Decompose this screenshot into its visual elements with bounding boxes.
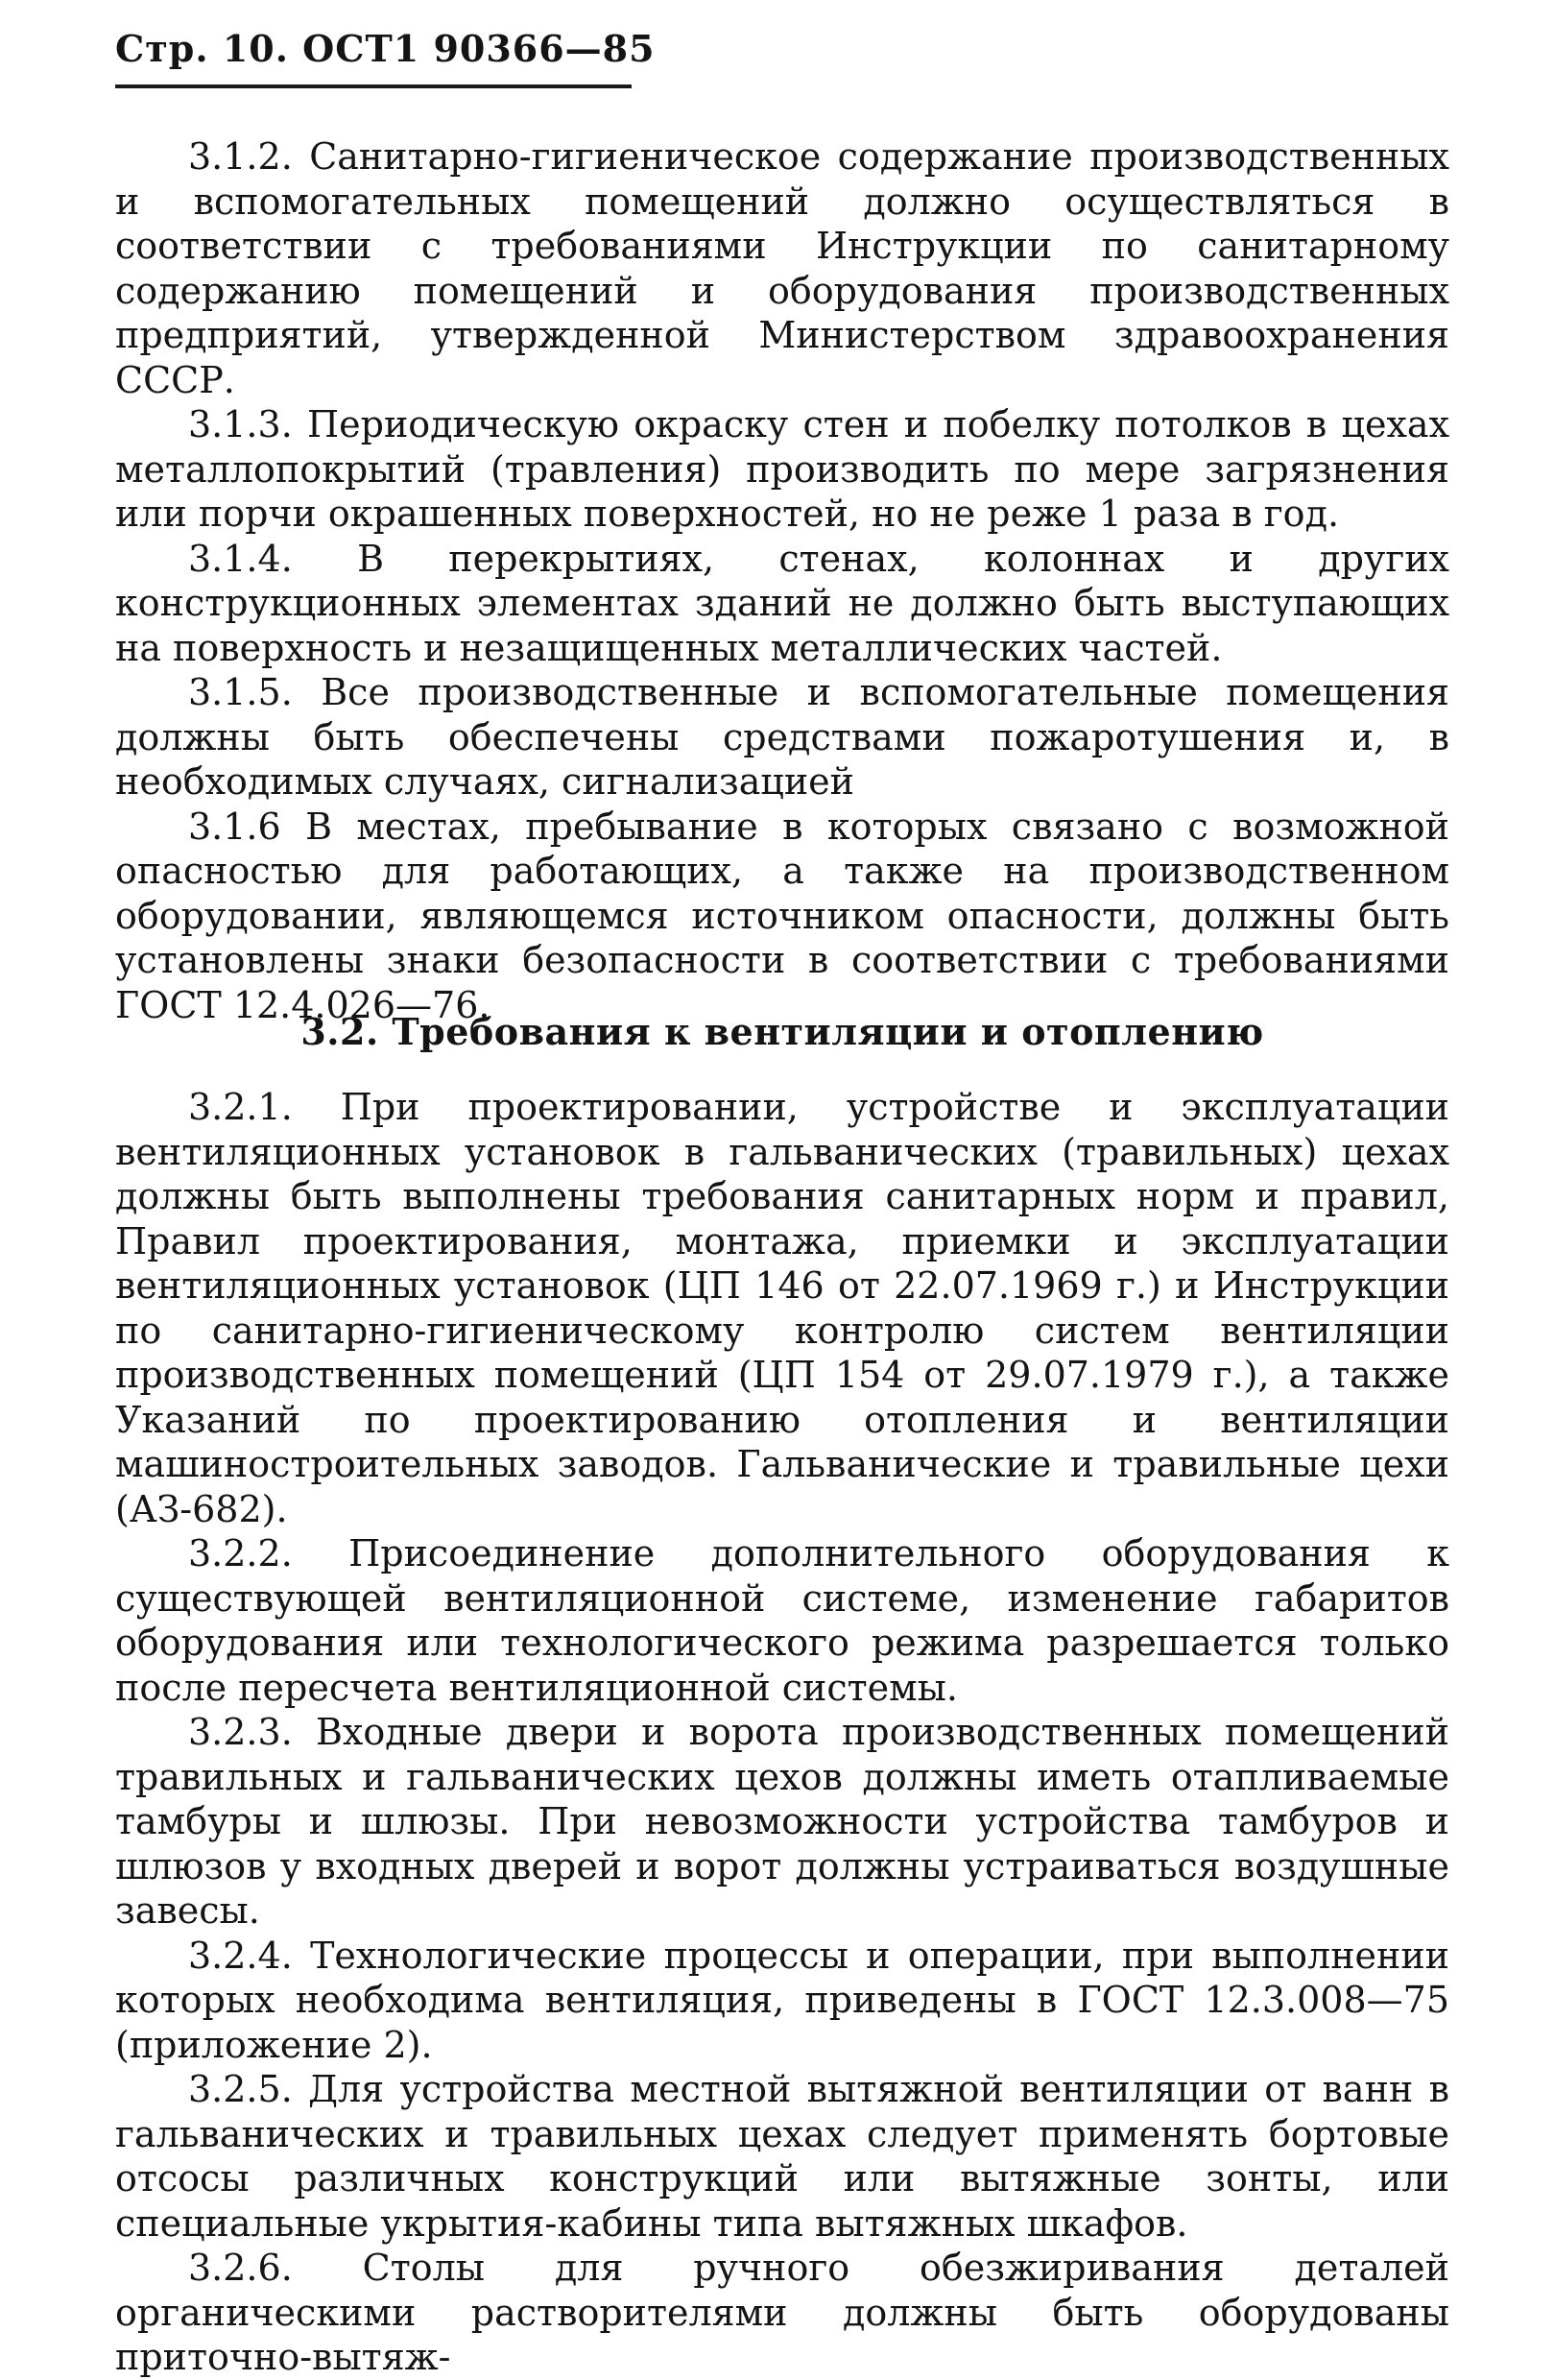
paragraph-3-2-4: 3.2.4. Технологические процессы и операции, при выполнении которых необходима вентиляция, приведены в ГОСТ 12.3.008—75 (приложение 2).	[115, 1934, 1449, 2066]
section-3-1-text	[115, 134, 1449, 1027]
paragraph-3-2-6: 3.2.6. Столы для ручного обезжиривания деталей органическими растворителями должны быть оборудованы приточно-вытяж-	[115, 2247, 1449, 2378]
paragraph-3-2-5: 3.2.5. Для устройства местной вытяжной вентиляции от ванн в гальванических и травильных цехах следует применять бортовые отсосы различных конструкций или вытяжные зонты, или специальные укрытия-кабины типа вытяжных шкафов.	[115, 2068, 1449, 2245]
paragraph-3-1-6: 3.1.6 В местах, пребывание в которых связано с возможной опасностью для работающих, а также на производственном оборудовании, являющемся источником опасности, должны быть установлены знаки безопасности в соответствии с требованиями ГОСТ 12.4.026—76.	[115, 805, 1449, 1026]
page-header: Стр. 10. ОСТ1 90366—85	[115, 27, 656, 70]
paragraph-3-2-1: 3.2.1. При проектировании, устройстве и эксплуатации вентиляционных установок в гальванических (травильных) цехах должны быть выполнены требования санитарных норм и правил, Правил проектирования, монтажа, приемки и эксплуатации вентиляционных установок (ЦП 146 от 22.07.1969 г.) и Инструкции по санитарно-гигиеническому контролю систем вентиляции производственных помещений (ЦП 154 от 29.07.1979 г.), а также Указаний по проектированию отопления и вентиляции машиностроительных заводов. Гальванические и травильные цехи (АЗ-682).	[115, 1086, 1449, 1530]
section-3-2-text	[115, 1085, 1449, 2380]
header-underline	[115, 84, 632, 88]
paragraph-3-1-2: 3.1.2. Санитарно-гигиеническое содержание производственных и вспомогательных помещений должно осуществляться в соответствии с требованиями Инструкции по санитарному содержанию помещений и оборудования производственных предприятий, утвержденной Министерством здравоохранения СССР.	[115, 135, 1449, 401]
paragraph-3-1-3: 3.1.3. Периодическую окраску стен и побелку потолков в цехах металлопокрытий (травления) производить по мере загрязнения или порчи окрашенных поверхностей, но не реже 1 раза в год.	[115, 403, 1449, 535]
paragraph-3-2-3: 3.2.3. Входные двери и ворота производственных помещений травильных и гальванических цехов должны иметь отапливаемые тамбуры и шлюзы. При невозможности устройства тамбуров и шлюзов у входных дверей и ворот должны устраиваться воздушные завесы.	[115, 1711, 1449, 1932]
paragraph-3-1-5: 3.1.5. Все производственные и вспомогательные помещения должны быть обеспечены средствами пожаротушения и, в необходимых случаях, сигнализацией	[115, 671, 1449, 803]
paragraph-3-1-4: 3.1.4. В перекрытиях, стенах, колоннах и других конструкционных элементах зданий не должно быть выступающих на поверхность и незащищенных металлических частей.	[115, 537, 1449, 669]
paragraph-3-2-2: 3.2.2. Присоединение дополнительного оборудования к существующей вентиляционной системе, изменение габаритов оборудования или технологического режима разрешается только после пересчета вентиляционной системы.	[115, 1532, 1449, 1709]
section-3-2-title: 3.2. Требования к вентиляции и отоплению	[300, 1010, 1264, 1053]
